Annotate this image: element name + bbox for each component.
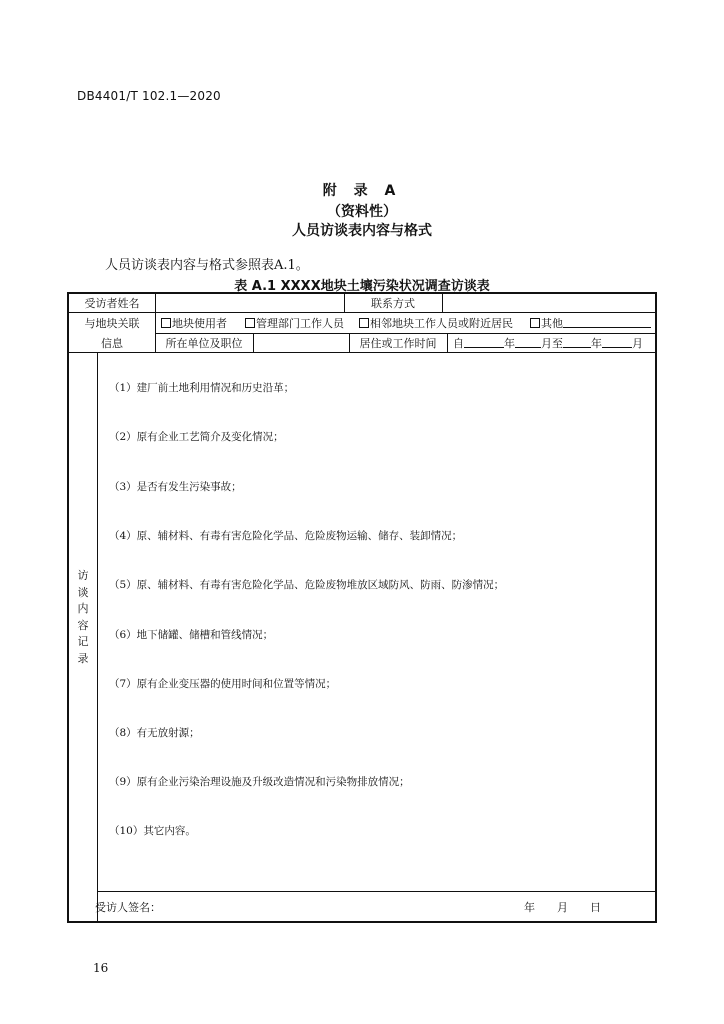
other-underline-field[interactable] [563, 317, 651, 328]
contact-field[interactable] [442, 294, 655, 312]
year-to-field[interactable] [563, 337, 591, 348]
interviewee-name-field[interactable] [155, 294, 344, 312]
column-divider [447, 333, 448, 352]
option-management-staff[interactable]: 管理部门工作人员 [245, 312, 355, 333]
signature-label: 受访人签名： [95, 901, 161, 914]
row-divider [69, 352, 655, 353]
interview-form-table [67, 292, 657, 923]
intro-text: 人员访谈表内容与格式参照表A.1。 [105, 258, 309, 273]
option-site-user[interactable]: 地块使用者 [161, 312, 251, 333]
residence-label: 居住或工作时间 [359, 336, 437, 350]
checkbox-icon[interactable] [245, 318, 255, 328]
signature-day: 日 [590, 901, 601, 914]
interview-item: （6）地下储罐、储槽和管线情况； [109, 629, 274, 641]
interview-item: （8）有无放射源； [109, 727, 200, 739]
residence-date-range: 自 年 月至 年 月 [453, 336, 643, 350]
checkbox-icon[interactable] [359, 318, 369, 328]
relation-label-info: 信息 [101, 336, 123, 350]
appendix-title: 附 录 A [322, 183, 402, 199]
relation-label: 与地块关联 [84, 316, 140, 330]
signature-month: 月 [557, 901, 568, 914]
table-title: 表 A.1 XXXX地块土壤污染状况调查访谈表 [234, 279, 490, 294]
interview-item: （3）是否有发生污染事故； [109, 481, 242, 493]
unit-field[interactable] [253, 333, 349, 352]
month-to-field[interactable] [602, 337, 632, 348]
option-adjacent-residents[interactable]: 相邻地块工作人员或附近居民 [359, 312, 519, 333]
interview-item: （1）建厂前土地利用情况和历史沿革； [109, 382, 295, 394]
signature-field[interactable] [215, 891, 515, 923]
interview-item: （10）其它内容。 [109, 825, 196, 837]
interview-item: （5）原、辅材料、有毒有害危险化学品、危险废物堆放区域防风、防雨、防渗情况； [109, 579, 505, 591]
year-from-field[interactable] [464, 337, 504, 348]
appendix-nature: （资料性） [327, 204, 397, 220]
record-content-label: 访 谈 内 容 记 录 [77, 569, 89, 665]
unit-label: 所在单位及职位 [165, 336, 243, 350]
interviewee-name-label: 受访者姓名 [84, 297, 140, 310]
signature-year: 年 [524, 901, 535, 914]
checkbox-icon[interactable] [530, 318, 540, 328]
month-from-field[interactable] [515, 337, 541, 348]
interview-item: （7）原有企业变压器的使用时间和位置等情况； [109, 678, 337, 690]
interview-item: （4）原、辅材料、有毒有害危险化学品、危险废物运输、储存、装卸情况； [109, 530, 463, 542]
option-other[interactable]: 其他 [530, 312, 655, 333]
document-code: DB4401/T 102.1—2020 [77, 89, 221, 103]
column-divider [97, 352, 98, 923]
page-number: 16 [93, 961, 109, 975]
interview-item: （2）原有企业工艺简介及变化情况； [109, 431, 284, 443]
interview-item: （9）原有企业污染治理设施及升级改造情况和污染物排放情况； [109, 776, 410, 788]
contact-label: 联系方式 [371, 297, 415, 310]
appendix-heading: 人员访谈表内容与格式 [292, 223, 432, 239]
checkbox-icon[interactable] [161, 318, 171, 328]
